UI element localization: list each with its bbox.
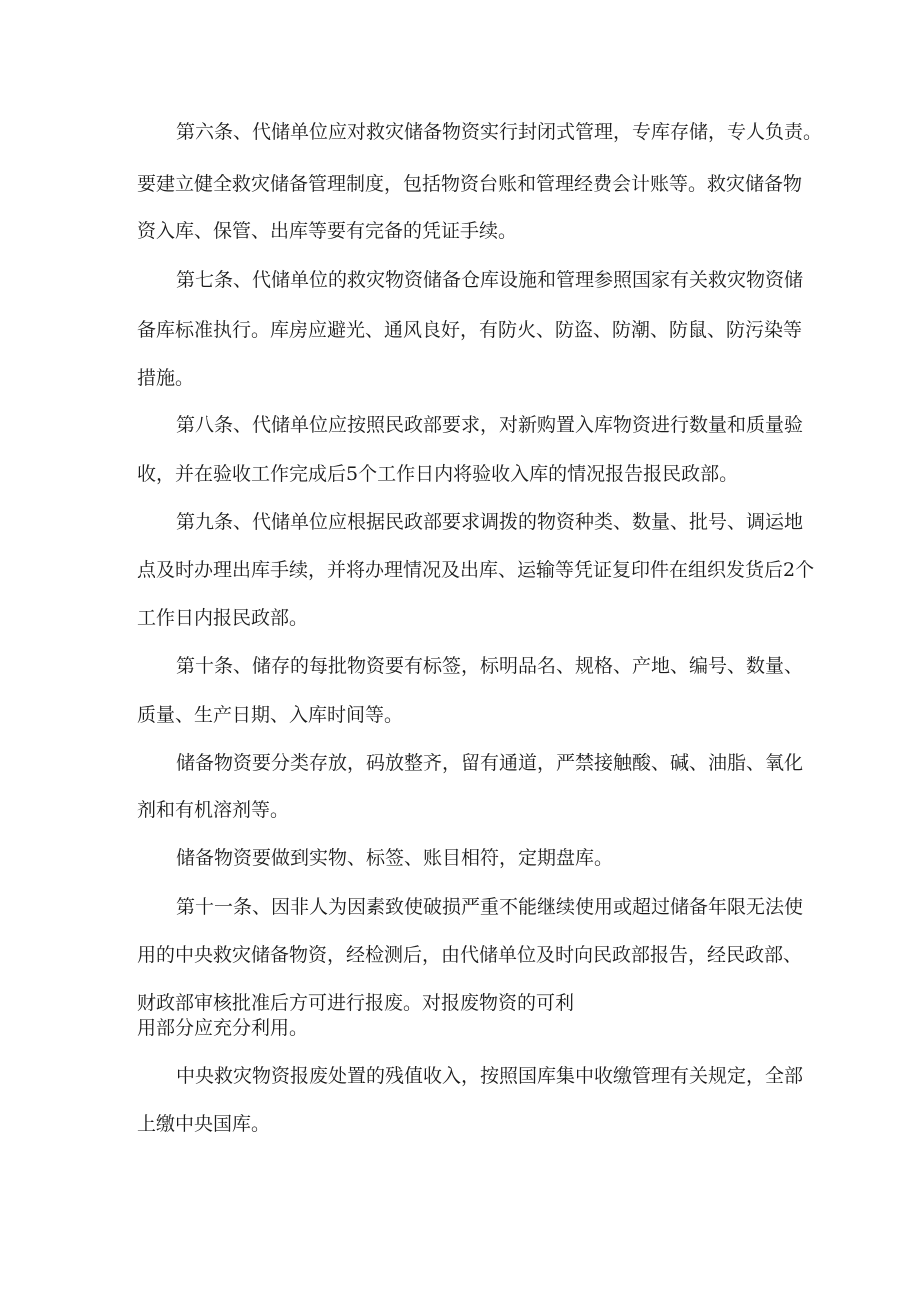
paragraph-line: 第十一条、因非人为因素致使破损严重不能继续使用或超过储备年限无法使 <box>176 896 804 918</box>
paragraph-line: 用部分应充分利用。 <box>137 1017 309 1039</box>
paragraph-line: 剂和有机溶剂等。 <box>137 799 290 821</box>
paragraph-line: 用的中央救灾储备物资，经检测后，由代储单位及时向民政部报告，经民政部、 <box>137 944 803 966</box>
paragraph-line: 第九条、代储单位应根据民政部要求调拨的物资种类、数量、批号、调运地 <box>176 511 804 533</box>
paragraph-line: 工作日内报民政部。 <box>137 607 309 629</box>
paragraph-line: 资入库、保管、出库等要有完备的凭证手续。 <box>137 220 518 242</box>
paragraph-line: 点及时办理出库手续，并将办理情况及出库、运输等凭证复印件在组织发货后2个 <box>137 559 815 581</box>
paragraph-line: 备库标准执行。库房应避光、通风良好，有防火、防盗、防潮、防鼠、防污染等 <box>137 319 803 341</box>
paragraph-line: 第七条、代储单位的救灾物资储备仓库设施和管理参照国家有关救灾物资储 <box>176 269 804 291</box>
paragraph-line: 要建立健全救灾储备管理制度，包括物资台账和管理经费会计账等。救灾储备物 <box>137 173 803 195</box>
paragraph-line: 第十条、储存的每批物资要有标签，标明品名、规格、产地、编号、数量、 <box>176 655 804 677</box>
paragraph-line: 第八条、代储单位应按照民政部要求，对新购置入库物资进行数量和质量验 <box>176 414 804 436</box>
paragraph-line: 收，并在验收工作完成后5个工作日内将验收入库的情况报告报民政部。 <box>137 463 739 485</box>
paragraph-line: 第六条、代储单位应对救灾储备物资实行封闭式管理，专库存储，专人负责。 <box>176 121 823 143</box>
paragraph-line: 质量、生产日期、入库时间等。 <box>137 704 404 726</box>
paragraph-line: 上缴中央国库。 <box>137 1113 271 1135</box>
paragraph-line: 中央救灾物资报废处置的残值收入，按照国库集中收缴管理有关规定，全部 <box>176 1065 804 1087</box>
paragraph-line: 财政部审核批准后方可进行报废。对报废物资的可利 <box>137 992 575 1014</box>
paragraph-line: 储备物资要做到实物、标签、账目相符，定期盘库。 <box>176 847 614 869</box>
paragraph-line: 措施。 <box>137 367 195 389</box>
paragraph-line: 储备物资要分类存放，码放整齐，留有通道，严禁接触酸、碱、油脂、氧化 <box>176 752 804 774</box>
